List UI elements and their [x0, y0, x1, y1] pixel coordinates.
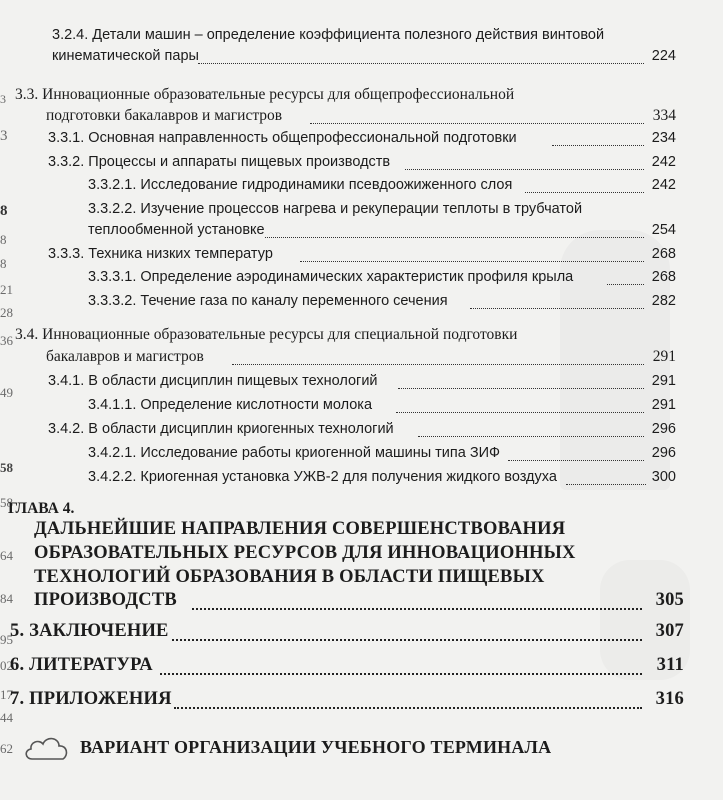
toc-entry-title: 3.3.2. Процессы и аппараты пищевых производств: [48, 154, 391, 170]
toc-section-title: бакалавров и магистров: [46, 348, 204, 365]
bottom-heading: ВАРИАНТ ОРГАНИЗАЦИИ УЧЕБНОГО ТЕРМИНАЛА: [80, 737, 552, 757]
dot-leader: [192, 608, 642, 610]
margin-fragment: 28: [0, 305, 13, 320]
page-number: 334: [652, 107, 676, 124]
margin-fragment: 17: [0, 687, 13, 702]
page-number: 282: [651, 293, 676, 309]
page-number: 224: [651, 48, 676, 64]
dot-leader: [508, 460, 644, 461]
dot-leader: [265, 237, 644, 238]
toc-entry-title: теплообменной установке: [88, 222, 265, 238]
chapter-title: ТЕХНОЛОГИЙ ОБРАЗОВАНИЯ В ОБЛАСТИ ПИЩЕВЫХ: [34, 567, 545, 587]
page-number: 291: [651, 373, 676, 389]
toc-entry-title: 3.3.3.2. Течение газа по каналу переменного сечения: [88, 293, 448, 309]
toc-section-title: 3.3. Инновационные образовательные ресурсы для общепрофессиональной: [15, 86, 515, 103]
dot-leader: [172, 639, 642, 641]
page-number: 254: [651, 222, 676, 238]
margin-fragment: 95: [0, 632, 13, 647]
page-number: 291: [651, 397, 676, 413]
dot-leader: [566, 484, 646, 485]
chapter-title: ПРОИЗВОДСТВ: [34, 590, 177, 610]
cloud-icon: [22, 733, 72, 763]
dot-leader: [174, 707, 642, 709]
toc-major-title: 5. ЗАКЛЮЧЕНИЕ: [10, 621, 169, 641]
dot-leader: [310, 123, 644, 124]
dot-leader: [398, 388, 644, 389]
dot-leader: [607, 284, 644, 285]
dot-leader: [198, 63, 644, 64]
chapter-label: ГЛАВА 4.: [8, 500, 75, 517]
page-number: 311: [656, 655, 684, 675]
chapter-title: ДАЛЬНЕЙШИЕ НАПРАВЛЕНИЯ СОВЕРШЕНСТВОВАНИЯ: [34, 519, 566, 539]
toc-entry-title: 3.4.1.1. Определение кислотности молока: [88, 397, 373, 413]
toc-major-title: 6. ЛИТЕРАТУРА: [10, 655, 153, 675]
page-number: 296: [651, 445, 676, 461]
toc-entry-title: 3.3.2.1. Исследование гидродинамики псевдоожиженного слоя: [88, 177, 513, 193]
page-number: 296: [651, 421, 676, 437]
toc-entry-title: 3.3.3. Техника низких температур: [48, 246, 273, 262]
toc-entry-title: 3.2.4. Детали машин – определение коэффициента полезного действия винтовой: [52, 27, 605, 43]
page-number: 316: [655, 689, 684, 709]
page-number: 268: [651, 246, 676, 262]
margin-fragment: 8: [0, 232, 7, 247]
margin-fragment: 8: [0, 203, 8, 219]
page-number: 305: [655, 590, 684, 610]
margin-fragment: 58: [0, 495, 13, 510]
margin-fragment: 3: [0, 128, 8, 144]
page-number: 307: [655, 621, 684, 641]
margin-fragment: 58: [0, 460, 13, 475]
toc-entry-title: 3.4.2.1. Исследование работы криогенной машины типа ЗИФ: [88, 445, 501, 461]
margin-fragment: 36: [0, 333, 13, 348]
dot-leader: [405, 169, 644, 170]
margin-fragment: 84: [0, 591, 13, 606]
toc-entry-title: кинематической пары: [52, 48, 199, 64]
toc-entry-title: 3.3.3.1. Определение аэродинамических характеристик профиля крыла: [88, 269, 574, 285]
page-number: 234: [651, 130, 676, 146]
margin-fragment: 64: [0, 548, 13, 563]
page-number: 268: [651, 269, 676, 285]
toc-entry-title: 3.3.2.2. Изучение процессов нагрева и рекуперации теплоты в трубчатой: [88, 201, 583, 217]
margin-fragment: 49: [0, 385, 13, 400]
toc-section-title: подготовки бакалавров и магистров: [46, 107, 283, 124]
margin-fragment: 3: [0, 92, 6, 106]
chapter-title: ОБРАЗОВАТЕЛЬНЫХ РЕСУРСОВ ДЛЯ ИННОВАЦИОННЫХ: [34, 543, 576, 563]
toc-entry-title: 3.3.1. Основная направленность общепрофессиональной подготовки: [48, 130, 517, 146]
dot-leader: [396, 412, 644, 413]
margin-fragment: 02: [0, 658, 13, 673]
margin-fragment: 21: [0, 282, 13, 297]
margin-fragment: 44: [0, 710, 13, 725]
page-number: 242: [651, 154, 676, 170]
page-number: 300: [651, 469, 676, 485]
toc-entry-title: 3.4.2. В области дисциплин криогенных технологий: [48, 421, 394, 437]
dot-leader: [552, 145, 644, 146]
dot-leader: [525, 192, 644, 193]
toc-entry-title: 3.4.1. В области дисциплин пищевых технологий: [48, 373, 378, 389]
margin-fragment: 8: [0, 256, 7, 271]
dot-leader: [418, 436, 644, 437]
toc-entry-title: 3.4.2.2. Криогенная установка УЖВ-2 для получения жидкого воздуха: [88, 469, 557, 485]
toc-section-title: 3.4. Инновационные образовательные ресурсы для специальной подготовки: [15, 326, 518, 343]
page-number: 291: [652, 348, 676, 365]
margin-fragment: 62: [0, 741, 13, 756]
dot-leader: [470, 308, 644, 309]
page-number: 242: [651, 177, 676, 193]
toc-major-title: 7. ПРИЛОЖЕНИЯ: [10, 689, 172, 709]
dot-leader: [232, 364, 644, 365]
dot-leader: [160, 673, 642, 675]
dot-leader: [300, 261, 644, 262]
